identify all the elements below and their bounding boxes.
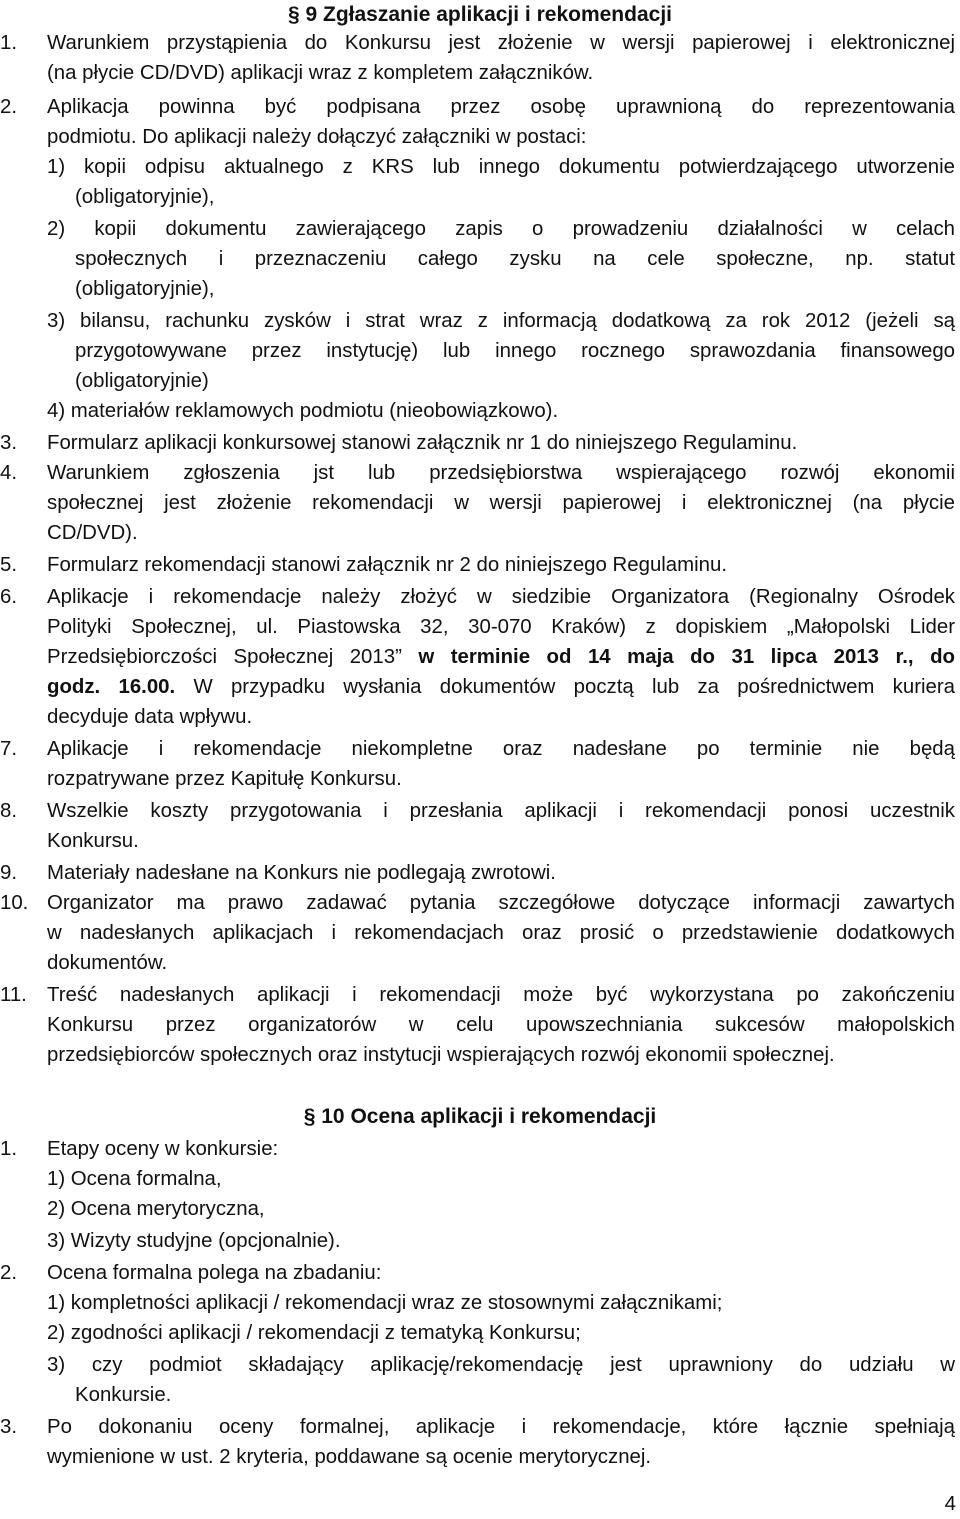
section-9-heading: § 9 Zgłaszanie aplikacji i rekomendacji xyxy=(287,3,672,26)
subitem-text: (obligatoryjnie), xyxy=(75,186,215,208)
subitem-text: (obligatoryjnie) xyxy=(75,370,209,392)
subitem-text: społecznych i przeznaczeniu całego zysku na cele społeczne, np. statut xyxy=(75,248,955,270)
subitem-text: 3) czy podmiot składający aplikację/rekomendację jest uprawniony do udziału w xyxy=(47,1354,955,1376)
item-text: Aplikacje i rekomendacje należy złożyć w siedzibie Organizatora (Regionalny Ośrodek xyxy=(47,586,955,608)
subitem-text: 1) Ocena formalna, xyxy=(47,1168,222,1190)
item-text: Formularz aplikacji konkursowej stanowi załącznik nr 1 do niniejszego Regulaminu. xyxy=(47,432,798,454)
item-text: podmiotu. Do aplikacji należy dołączyć załączniki w postaci: xyxy=(47,126,587,148)
item-text: przedsiębiorców społecznych oraz instytucji wspierających rozwój ekonomii społecznej. xyxy=(47,1044,835,1066)
item-text: Organizator ma prawo zadawać pytania szczegółowe dotyczące informacji zawartych xyxy=(47,892,955,914)
item-text: Konkursu. xyxy=(47,830,139,852)
item-number: 11. xyxy=(0,984,27,1006)
item-text: Wszelkie koszty przygotowania i przesłania aplikacji i rekomendacji ponosi uczestnik xyxy=(47,800,955,822)
item-text: rozpatrywane przez Kapitułę Konkursu. xyxy=(47,768,402,790)
item-number: 9. xyxy=(0,862,18,884)
item-text: Etapy oceny w konkursie: xyxy=(47,1138,279,1160)
item-number: 6. xyxy=(0,586,18,608)
item-number: 7. xyxy=(0,738,18,760)
item-text: Konkursu przez organizatorów w celu upowszechniania sukcesów małopolskich xyxy=(47,1014,955,1036)
deadline-text: w terminie od 14 maja do 31 lipca 2013 r., do xyxy=(418,646,955,668)
item-text: (na płycie CD/DVD) aplikacji wraz z kompletem załączników. xyxy=(47,62,594,84)
item-number: 3. xyxy=(0,1416,18,1438)
item-text: dokumentów. xyxy=(47,952,168,974)
item-text: Formularz rekomendacji stanowi załącznik nr 2 do niniejszego Regulaminu. xyxy=(47,554,728,576)
item-text: Polityki Społecznej, ul. Piastowska 32, 30-070 Kraków) z dopiskiem „Małopolski Lider xyxy=(47,616,955,638)
page-number: 4 xyxy=(944,1493,956,1515)
item-text-segment: W przypadku wysłania dokumentów pocztą lub za pośrednictwem kuriera xyxy=(193,676,955,698)
deadline-time: godz. 16.00. xyxy=(47,676,176,698)
item-text: Treść nadesłanych aplikacji i rekomendacji może być wykorzystana po zakończeniu xyxy=(47,984,955,1006)
subitem-text: 3) Wizyty studyjne (opcjonalnie). xyxy=(47,1230,341,1252)
subitem-text: przygotowywane przez instytucję) lub innego rocznego sprawozdania finansowego xyxy=(75,340,955,362)
subitem-text: (obligatoryjnie), xyxy=(75,278,215,300)
item-number: 2. xyxy=(0,1262,18,1284)
item-number: 10. xyxy=(0,892,29,914)
item-number: 2. xyxy=(0,96,18,118)
item-text: Aplikacje i rekomendacje niekompletne oraz nadesłane po terminie nie będą xyxy=(47,738,955,760)
item-number: 1. xyxy=(0,32,18,54)
item-text: decyduje data wpływu. xyxy=(47,706,253,728)
subitem-text: 2) kopii dokumentu zawierającego zapis o prowadzeniu działalności w celach xyxy=(47,218,955,240)
item-text: CD/DVD). xyxy=(47,522,138,544)
item-text: wymienione w ust. 2 kryteria, poddawane są ocenie merytorycznej. xyxy=(47,1446,652,1468)
item-number: 8. xyxy=(0,800,18,822)
item-number: 3. xyxy=(0,432,18,454)
item-number: 5. xyxy=(0,554,18,576)
item-text xyxy=(47,672,955,702)
subitem-text: 1) kompletności aplikacji / rekomendacji wraz ze stosownymi załącznikami; xyxy=(47,1292,723,1314)
item-text: Warunkiem przystąpienia do Konkursu jest złożenie w wersji papierowej i elektronicznej xyxy=(47,32,955,54)
item-text: w nadesłanych aplikacjach i rekomendacjach oraz prosić o przedstawienie dodatkowych xyxy=(47,922,955,944)
item-text: społecznej jest złożenie rekomendacji w wersji papierowej i elektronicznej (na płycie xyxy=(47,492,955,514)
subitem-text: 3) bilansu, rachunku zysków i strat wraz z informacją dodatkową za rok 2012 (jeżeli są xyxy=(47,310,955,332)
item-text-segment: Przedsiębiorczości Społecznej 2013” xyxy=(47,646,402,668)
item-text: Warunkiem zgłoszenia jst lub przedsiębiorstwa wspierającego rozwój ekonomii xyxy=(47,462,955,484)
section-10-heading: § 10 Ocena aplikacji i rekomendacji xyxy=(303,1105,657,1128)
item-text: Po dokonaniu oceny formalnej, aplikacje i rekomendacje, które łącznie spełniają xyxy=(47,1416,955,1438)
subitem-text: 2) Ocena merytoryczna, xyxy=(47,1198,265,1220)
item-text: Aplikacja powinna być podpisana przez osobę uprawnioną do reprezentowania xyxy=(47,96,955,118)
subitem-text: 4) materiałów reklamowych podmiotu (nieobowiązkowo). xyxy=(47,400,559,422)
item-text xyxy=(47,642,955,672)
subitem-text: 2) zgodności aplikacji / rekomendacji z tematyką Konkursu; xyxy=(47,1322,581,1344)
item-number: 4. xyxy=(0,462,18,484)
item-text: Materiały nadesłane na Konkurs nie podlegają zwrotowi. xyxy=(47,862,556,884)
subitem-text: 1) kopii odpisu aktualnego z KRS lub innego dokumentu potwierdzającego utworzenie xyxy=(47,156,955,178)
subitem-text: Konkursie. xyxy=(75,1384,172,1406)
item-number: 1. xyxy=(0,1138,18,1160)
item-text: Ocena formalna polega na zbadaniu: xyxy=(47,1262,382,1284)
